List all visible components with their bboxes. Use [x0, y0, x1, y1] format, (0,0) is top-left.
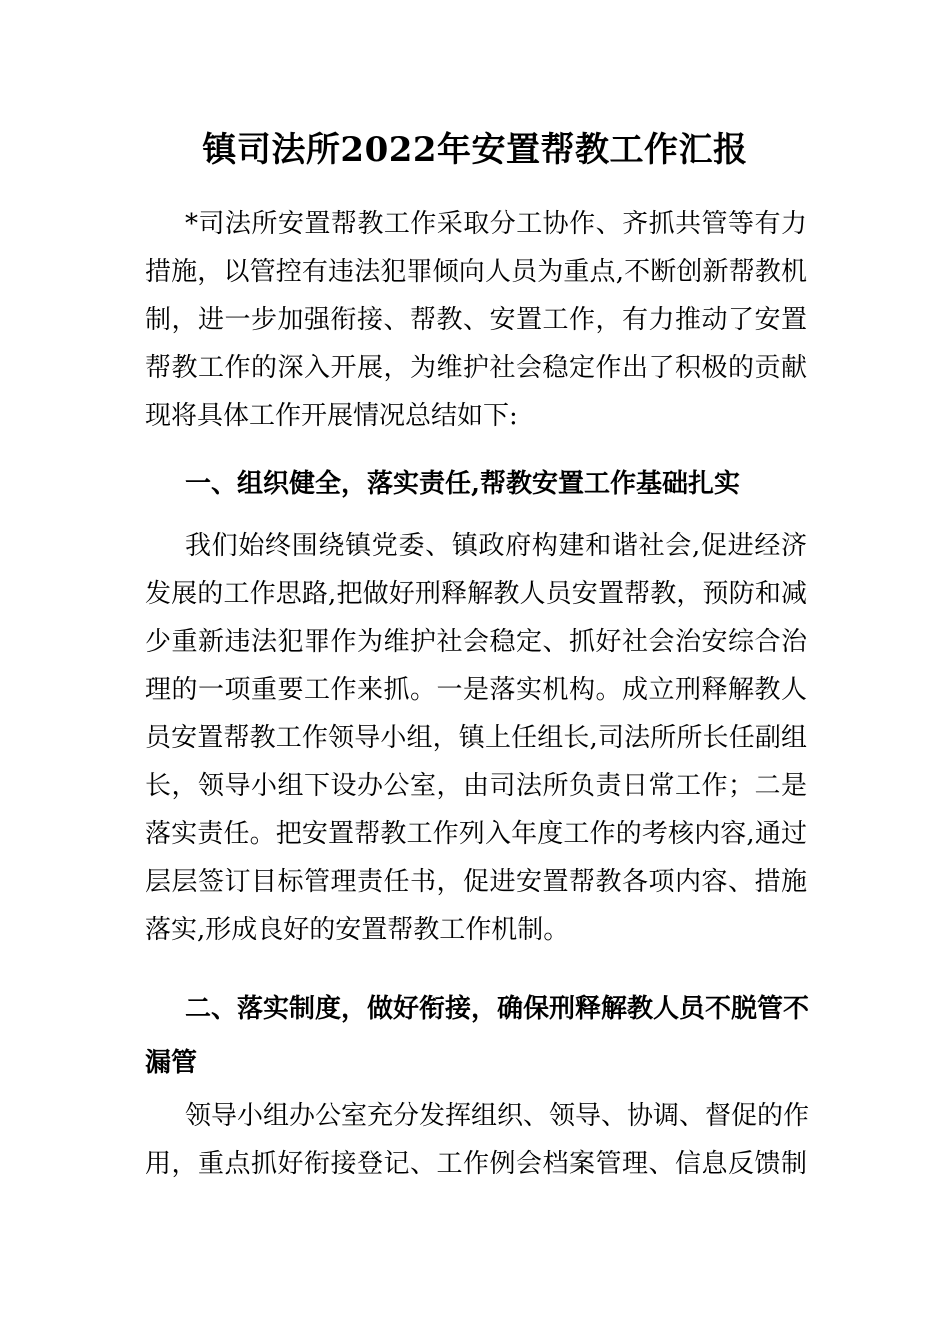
- paragraph-line: 措施，以管控有违法犯罪倾向人员为重点,不断创新帮教机: [145, 257, 807, 287]
- paragraph-line: 层层签订目标管理责任书，促进安置帮教各项内容、措施: [145, 867, 807, 897]
- paragraph-line: 少重新违法犯罪作为维护社会稳定、抓好社会治安综合治: [145, 627, 807, 657]
- paragraph-line: 理的一项重要工作来抓。一是落实机构。成立刑释解教人: [145, 675, 807, 705]
- paragraph-section-1: [145, 522, 807, 954]
- heading-line: 漏管: [145, 1048, 198, 1078]
- paragraph-line: 我们始终围绕镇党委、镇政府构建和谐社会,促进经济: [185, 531, 807, 561]
- paragraph-line: 用，重点抓好衔接登记、工作例会档案管理、信息反馈制: [145, 1149, 807, 1179]
- paragraph-line: 现将具体工作开展情况总结如下:: [145, 401, 518, 431]
- heading-line: 一、组织健全，落实责任,帮教安置工作基础扎实: [185, 469, 741, 499]
- paragraph-line: 发展的工作思路,把做好刑释解教人员安置帮教，预防和减: [145, 579, 807, 609]
- section-heading-2: [145, 982, 810, 1090]
- document-title: 镇司法所2022年安置帮教工作汇报: [202, 130, 748, 170]
- paragraph-line: 长，领导小组下设办公室，由司法所负责日常工作；二是: [145, 771, 807, 801]
- paragraph-section-2: [145, 1092, 810, 1188]
- paragraph-line: *司法所安置帮教工作采取分工协作、齐抓共管等有力: [185, 209, 807, 239]
- paragraph-line: 落实责任。把安置帮教工作列入年度工作的考核内容,通过: [145, 819, 807, 849]
- paragraph-intro: [145, 200, 807, 440]
- paragraph-line: 领导小组办公室充分发挥组织、领导、协调、督促的作: [185, 1101, 810, 1131]
- paragraph-line: 帮教工作的深入开展，为维护社会稳定作出了积极的贡献: [145, 353, 807, 383]
- section-heading-1: [145, 460, 807, 508]
- paragraph-line: 制，进一步加强衔接、帮教、安置工作，有力推动了安置: [145, 305, 807, 335]
- paragraph-line: 落实,形成良好的安置帮教工作机制。: [145, 915, 570, 945]
- paragraph-line: 员安置帮教工作领导小组，镇上任组长,司法所所长任副组: [145, 723, 807, 753]
- heading-line: 二、落实制度，做好衔接，确保刑释解教人员不脱管不: [185, 994, 810, 1024]
